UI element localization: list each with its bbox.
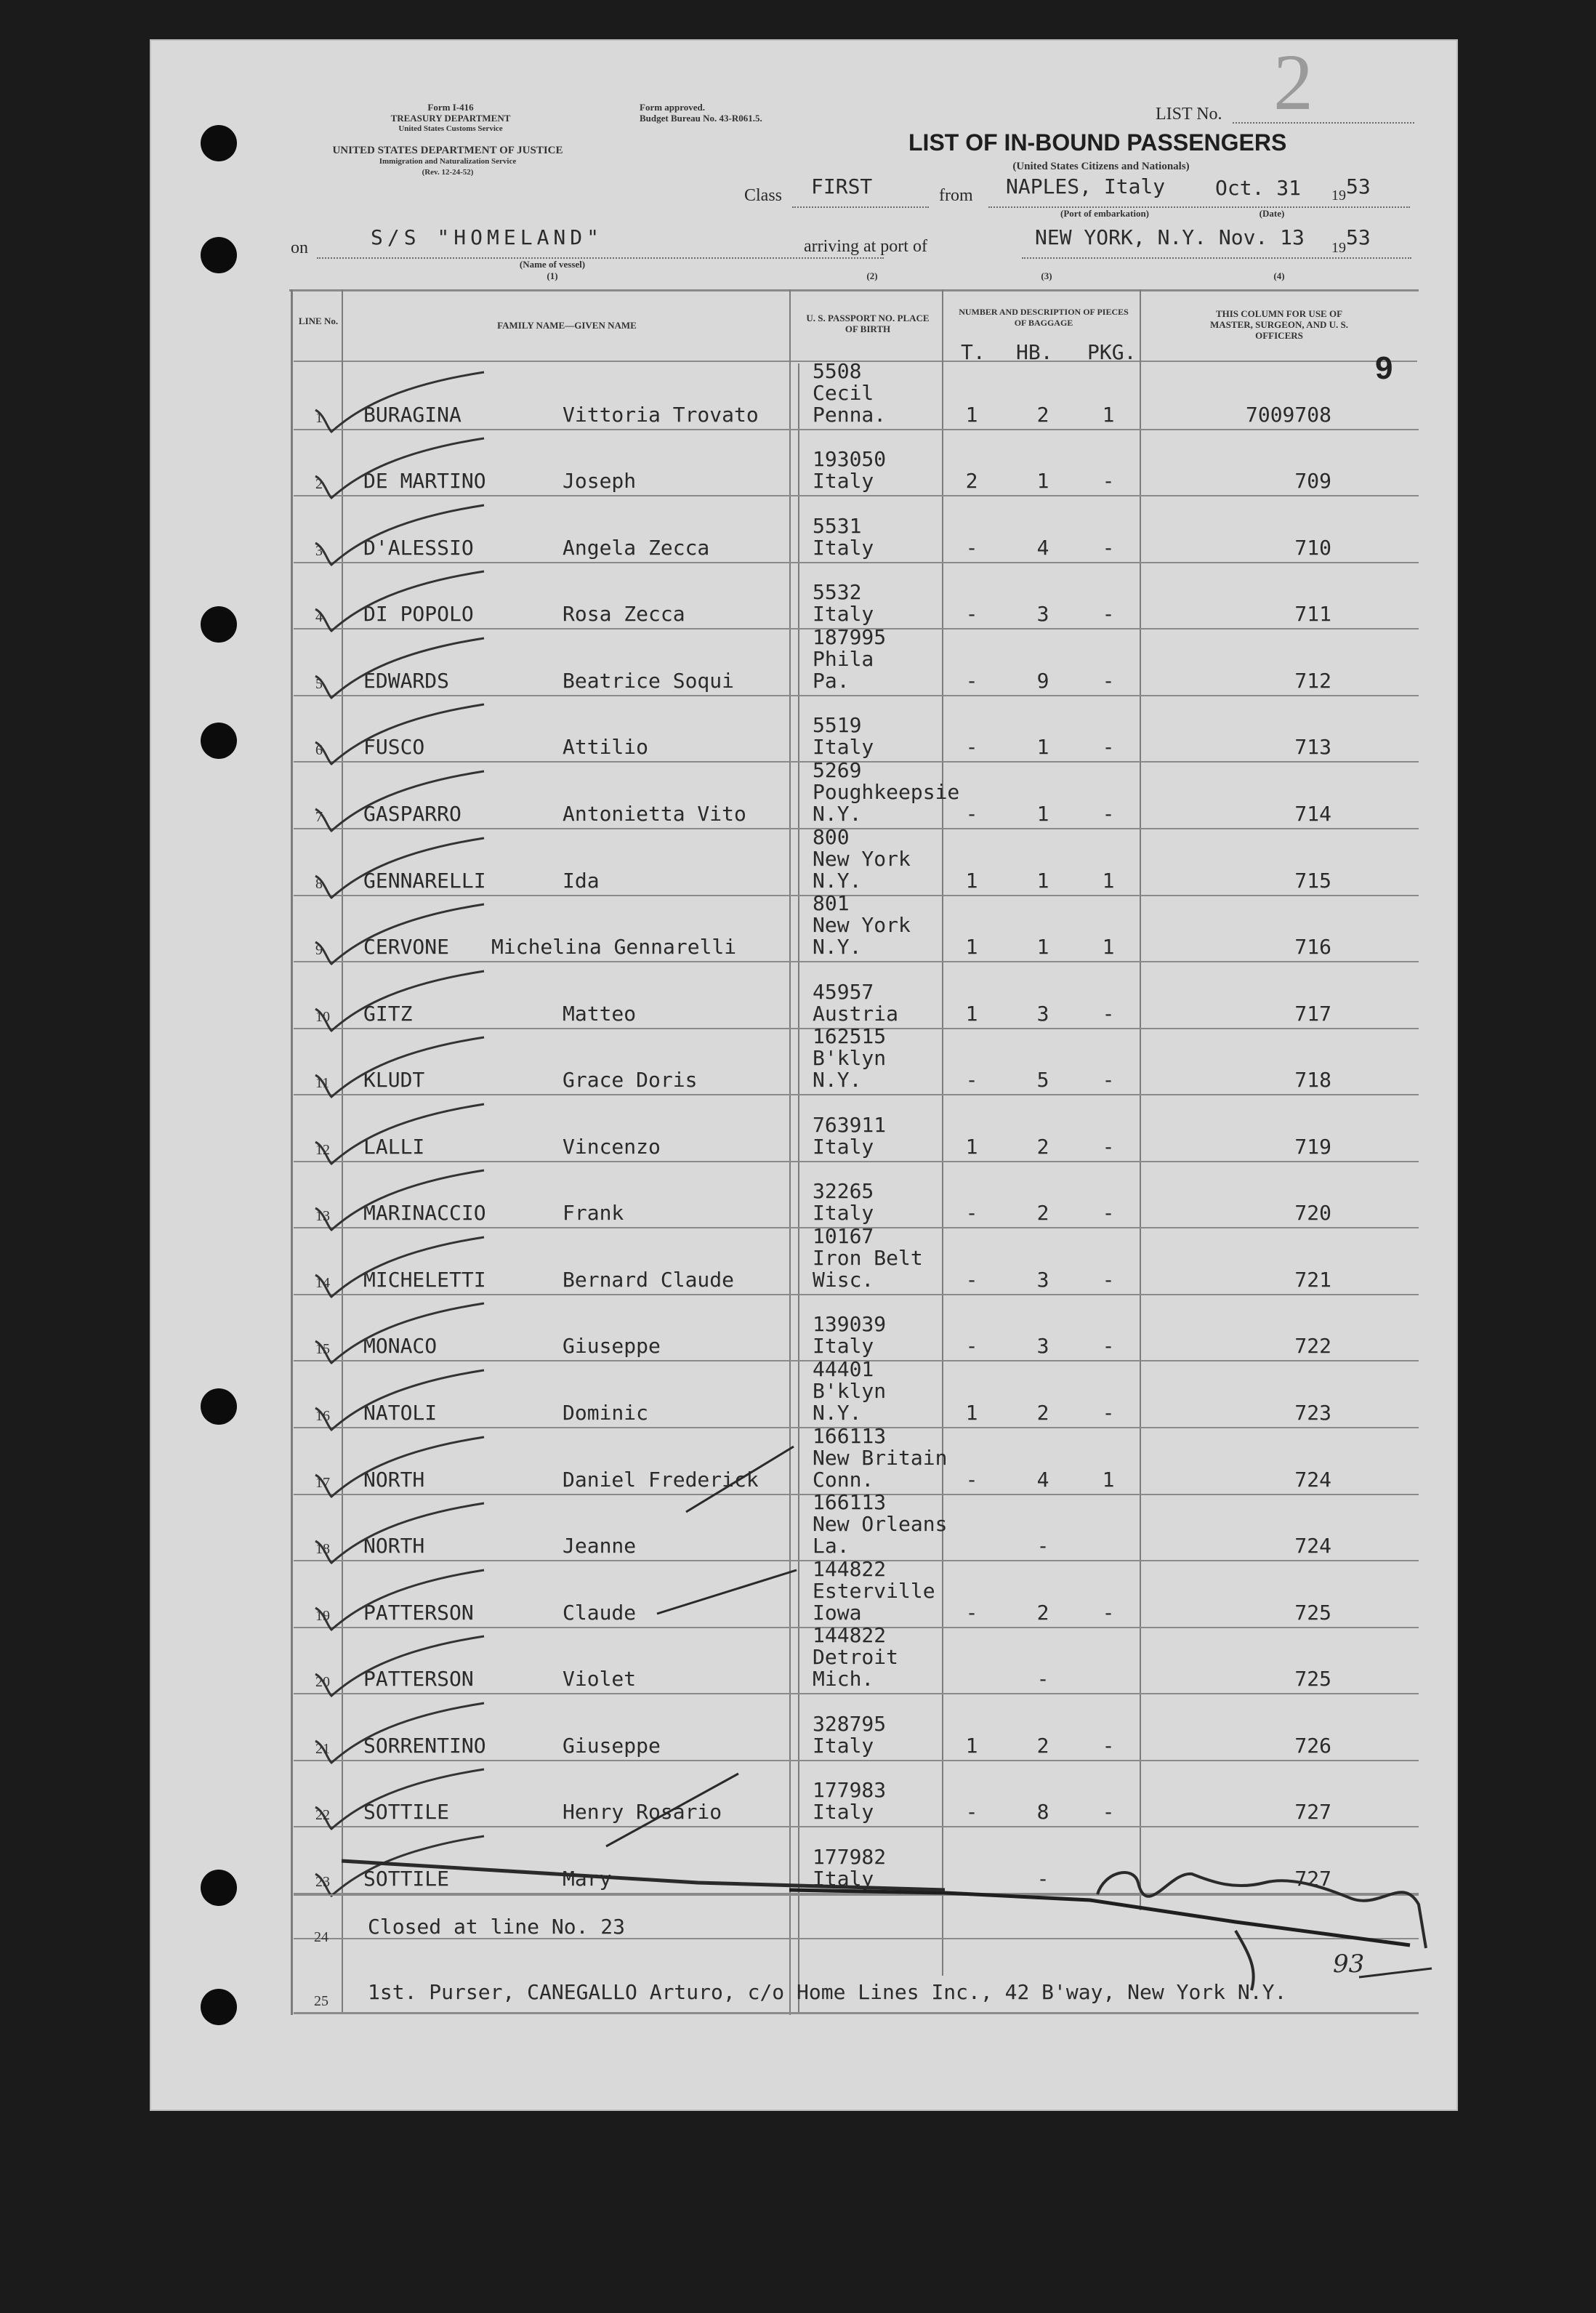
place-of-birth: New Orleans xyxy=(813,1512,948,1537)
baggage-packages: - xyxy=(1102,1134,1115,1159)
family-name: SORRENTINO xyxy=(363,1733,486,1758)
family-name: SOTTILE xyxy=(363,1867,450,1891)
passport-number: 144822 xyxy=(813,1556,887,1581)
baggage-handbags: 1 xyxy=(1036,801,1049,826)
officer-number: 725 xyxy=(1294,1600,1331,1625)
justice-dept: UNITED STATES DEPARTMENT OF JUSTICE xyxy=(332,145,563,156)
given-name: Daniel Frederick xyxy=(563,1467,759,1492)
baggage-handbags: 5 xyxy=(1036,1068,1049,1093)
given-name: Ida xyxy=(563,868,600,893)
passport-number: 800 xyxy=(813,824,850,849)
officer-number: 723 xyxy=(1294,1401,1331,1425)
place-of-birth: Italy xyxy=(813,535,874,560)
place-of-birth: Pa. xyxy=(813,668,850,693)
place-of-birth: N.Y. xyxy=(813,1068,862,1093)
passport-number: 5531 xyxy=(813,513,862,538)
baggage-packages: - xyxy=(1102,602,1115,627)
place-of-birth: Phila xyxy=(813,646,874,671)
baggage-trunks: 1 xyxy=(965,935,978,960)
baggage-trunks: 1 xyxy=(965,1733,978,1758)
baggage-trunk-header: T. xyxy=(961,340,986,364)
baggage-packages: - xyxy=(1102,735,1115,760)
passport-number: 44401 xyxy=(813,1357,874,1382)
baggage-handbags: 3 xyxy=(1036,1334,1049,1359)
officer-number: 716 xyxy=(1294,935,1331,960)
baggage-trunks: - xyxy=(965,668,978,693)
baggage-trunks: - xyxy=(965,1068,978,1093)
given-name: Michelina Gennarelli xyxy=(491,935,737,960)
given-name: Mary xyxy=(563,1867,612,1891)
passport-number: 801 xyxy=(813,891,850,916)
given-name: Rosa Zecca xyxy=(563,602,685,627)
officer-number: 722 xyxy=(1294,1334,1331,1359)
place-of-birth: N.Y. xyxy=(813,1401,862,1425)
given-name: Giuseppe xyxy=(563,1334,661,1359)
form-number: Form I-416 xyxy=(427,102,474,113)
family-name: CERVONE xyxy=(363,935,450,960)
customs-service: United States Customs Service xyxy=(398,124,503,133)
col-header-name: FAMILY NAME—GIVEN NAME xyxy=(497,320,637,331)
place-of-birth: New York xyxy=(813,913,911,938)
baggage-packages: - xyxy=(1102,1733,1115,1758)
baggage-packages: - xyxy=(1102,469,1115,494)
line-number: 21 xyxy=(315,1740,330,1757)
family-name: LALLI xyxy=(363,1134,425,1159)
baggage-trunks: - xyxy=(965,602,978,627)
family-name: EDWARDS xyxy=(363,668,450,693)
passport-number: 177982 xyxy=(813,1845,887,1869)
given-name: Dominic xyxy=(563,1401,649,1425)
officer-number: 713 xyxy=(1294,735,1331,760)
given-name: Violet xyxy=(563,1667,637,1691)
family-name: KLUDT xyxy=(363,1068,425,1093)
line-number: 11 xyxy=(315,1075,330,1092)
baggage-handbags: 8 xyxy=(1036,1800,1049,1825)
family-name: FUSCO xyxy=(363,735,425,760)
family-name: NORTH xyxy=(363,1534,425,1558)
place-of-birth: Italy xyxy=(813,1800,874,1825)
baggage-handbag-header: HB. xyxy=(1016,340,1053,364)
class-label: Class xyxy=(744,186,783,205)
family-name: PATTERSON xyxy=(363,1667,474,1691)
baggage-trunks: - xyxy=(965,1267,978,1292)
baggage-packages: - xyxy=(1102,1800,1115,1825)
line-number: 3 xyxy=(315,542,323,559)
baggage-trunks: - xyxy=(965,1467,978,1492)
given-name: Beatrice Soqui xyxy=(563,668,735,693)
family-name: MARINACCIO xyxy=(363,1201,486,1226)
line-number: 9 xyxy=(315,942,323,959)
vessel-name: S/S "HOMELAND" xyxy=(371,225,604,249)
baggage-handbags: 2 xyxy=(1036,1201,1049,1226)
officer-number: 715 xyxy=(1294,868,1331,893)
baggage-handbags: 3 xyxy=(1036,602,1049,627)
passport-number: 162515 xyxy=(813,1024,887,1049)
line-number: 10 xyxy=(315,1008,330,1025)
arriving-label: arriving at port of xyxy=(804,237,927,256)
baggage-packages: - xyxy=(1102,1334,1115,1359)
officer-number: 721 xyxy=(1294,1267,1331,1292)
embark-caption: (Port of embarkation) xyxy=(1060,208,1150,219)
given-name: Frank xyxy=(563,1201,624,1226)
baggage-packages: - xyxy=(1102,1001,1115,1026)
class-value: FIRST xyxy=(811,174,873,198)
line-number: 4 xyxy=(315,609,323,626)
given-name: Grace Doris xyxy=(563,1068,698,1093)
line-number: 6 xyxy=(315,742,323,759)
given-name: Angela Zecca xyxy=(563,535,710,560)
signature-mark: 93 xyxy=(1333,1950,1365,1979)
line-number: 8 xyxy=(315,875,323,892)
baggage-trunks: - xyxy=(965,1600,978,1625)
baggage-handbags: 2 xyxy=(1036,402,1049,427)
family-name: GASPARRO xyxy=(363,801,462,826)
passport-number: 5508 xyxy=(813,358,862,383)
purser-line: 1st. Purser, CANEGALLO Arturo, c/o Home Lines Inc., 42 B'way, New York N.Y. xyxy=(368,1980,1287,2004)
closing-strikeline xyxy=(342,1861,945,1890)
family-name: NATOLI xyxy=(363,1401,438,1425)
revision: (Rev. 12-24-52) xyxy=(422,168,474,177)
given-name: Vittoria Trovato xyxy=(563,402,759,427)
line-number: 22 xyxy=(315,1807,330,1824)
col-header-passport: U. S. PASSPORT NO. PLACE OF BIRTH xyxy=(806,313,930,334)
vessel-caption: (Name of vessel) xyxy=(519,259,586,270)
line-number: 16 xyxy=(315,1408,330,1425)
baggage-handbags: - xyxy=(1036,1534,1049,1558)
place-of-birth: N.Y. xyxy=(813,935,862,960)
given-name: Antonietta Vito xyxy=(563,801,746,826)
col-header-line: LINE No. xyxy=(298,315,339,326)
passport-number: 328795 xyxy=(813,1711,887,1736)
officer-number: 719 xyxy=(1294,1134,1331,1159)
officer-number: 717 xyxy=(1294,1001,1331,1026)
given-name: Bernard Claude xyxy=(563,1267,735,1292)
family-name: GENNARELLI xyxy=(363,868,486,893)
officer-number: 7009708 xyxy=(1245,402,1331,427)
arrival-port-date: NEW YORK, N.Y. Nov. 13 xyxy=(1035,225,1305,249)
officer-number: 710 xyxy=(1294,535,1331,560)
treasury-dept: TREASURY DEPARTMENT xyxy=(390,113,511,124)
place-of-birth: Wisc. xyxy=(813,1267,874,1292)
form-subtitle: (United States Citizens and Nationals) xyxy=(1012,161,1190,172)
place-of-birth: Italy xyxy=(813,602,874,627)
col-number-1: (1) xyxy=(547,270,558,281)
baggage-packages: - xyxy=(1102,1401,1115,1425)
baggage-trunks: 1 xyxy=(965,1001,978,1026)
baggage-packages: 1 xyxy=(1102,868,1115,893)
baggage-handbags: 2 xyxy=(1036,1600,1049,1625)
embark-port: NAPLES, Italy xyxy=(1006,174,1166,198)
family-name: SOTTILE xyxy=(363,1800,450,1825)
officer-number: 724 xyxy=(1294,1534,1331,1558)
baggage-handbags: 1 xyxy=(1036,868,1049,893)
page-mark: 9 xyxy=(1375,350,1393,386)
baggage-handbags: 3 xyxy=(1036,1001,1049,1026)
family-name: BURAGINA xyxy=(363,402,462,427)
officer-number: 718 xyxy=(1294,1068,1331,1093)
baggage-handbags: 2 xyxy=(1036,1134,1049,1159)
place-of-birth: Esterville xyxy=(813,1578,935,1603)
given-name: Vincenzo xyxy=(563,1134,661,1159)
given-name: Claude xyxy=(563,1600,637,1625)
arrival-year-prefix: 19 xyxy=(1331,240,1346,256)
given-name: Matteo xyxy=(563,1001,637,1026)
family-name: GITZ xyxy=(363,1001,413,1026)
year-prefix: 19 xyxy=(1331,188,1346,204)
baggage-handbags: - xyxy=(1036,1867,1049,1891)
baggage-trunks: 1 xyxy=(965,868,978,893)
baggage-handbags: 4 xyxy=(1036,1467,1049,1492)
place-of-birth: N.Y. xyxy=(813,868,862,893)
given-name: Jeanne xyxy=(563,1534,637,1558)
passport-number: 177983 xyxy=(813,1778,887,1803)
list-number: 2 xyxy=(1273,38,1313,126)
on-label: on xyxy=(291,238,308,257)
baggage-packages: - xyxy=(1102,535,1115,560)
col-number-4: (4) xyxy=(1273,270,1285,281)
family-name: MICHELETTI xyxy=(363,1267,486,1292)
baggage-packages: - xyxy=(1102,1267,1115,1292)
baggage-handbags: 1 xyxy=(1036,735,1049,760)
place-of-birth: Italy xyxy=(813,1733,874,1758)
family-name: DI POPOLO xyxy=(363,602,474,627)
line-number: 20 xyxy=(315,1674,330,1691)
baggage-packages: - xyxy=(1102,1600,1115,1625)
from-label: from xyxy=(939,186,973,205)
baggage-handbags: 9 xyxy=(1036,668,1049,693)
officer-number: 711 xyxy=(1294,602,1331,627)
baggage-handbags: 3 xyxy=(1036,1267,1049,1292)
baggage-packages: - xyxy=(1102,1201,1115,1226)
budget-bureau: Budget Bureau No. 43-R061.5. xyxy=(640,113,762,124)
baggage-trunks: - xyxy=(965,1201,978,1226)
line-no-25: 25 xyxy=(314,1993,329,2009)
baggage-handbags: 1 xyxy=(1036,935,1049,960)
line-number: 2 xyxy=(315,476,323,493)
officer-number: 727 xyxy=(1294,1800,1331,1825)
baggage-trunks: 1 xyxy=(965,402,978,427)
place-of-birth: B'klyn xyxy=(813,1379,887,1404)
officer-number: 720 xyxy=(1294,1201,1331,1226)
family-name: NORTH xyxy=(363,1467,425,1492)
place-of-birth: Italy xyxy=(813,1201,874,1226)
place-of-birth: Conn. xyxy=(813,1467,874,1492)
officer-number: 726 xyxy=(1294,1733,1331,1758)
place-of-birth: B'klyn xyxy=(813,1046,887,1071)
line-number: 1 xyxy=(315,409,323,426)
baggage-packages: 1 xyxy=(1102,1467,1115,1492)
line-number: 14 xyxy=(315,1274,330,1291)
place-of-birth: La. xyxy=(813,1534,850,1558)
baggage-trunks: - xyxy=(965,735,978,760)
place-of-birth: Italy xyxy=(813,735,874,760)
baggage-packages: 1 xyxy=(1102,935,1115,960)
passport-number: 166113 xyxy=(813,1423,887,1448)
baggage-packages: - xyxy=(1102,1068,1115,1093)
line-number: 12 xyxy=(315,1141,330,1158)
baggage-trunks: - xyxy=(965,535,978,560)
officer-number: 712 xyxy=(1294,668,1331,693)
family-name: DE MARTINO xyxy=(363,469,486,494)
col-number-2: (2) xyxy=(866,270,878,281)
baggage-handbags: - xyxy=(1036,1667,1049,1691)
given-name: Joseph xyxy=(563,469,637,494)
passport-number: 187995 xyxy=(813,624,887,649)
family-name: PATTERSON xyxy=(363,1600,474,1625)
place-of-birth: Poughkeepsie xyxy=(813,779,960,804)
place-of-birth: Italy xyxy=(813,1334,874,1359)
passport-number: 45957 xyxy=(813,979,874,1004)
line-number: 23 xyxy=(315,1874,330,1890)
passport-number: 139039 xyxy=(813,1312,887,1337)
baggage-trunks: 2 xyxy=(965,469,978,494)
given-name: Attilio xyxy=(563,735,649,760)
place-of-birth: Iron Belt xyxy=(813,1245,923,1270)
passport-number: 10167 xyxy=(813,1223,874,1248)
baggage-package-header: PKG. xyxy=(1087,340,1137,364)
place-of-birth: N.Y. xyxy=(813,801,862,826)
place-of-birth: Penna. xyxy=(813,402,887,427)
line-no-24: 24 xyxy=(314,1929,329,1945)
baggage-packages: - xyxy=(1102,668,1115,693)
baggage-trunks: 1 xyxy=(965,1134,978,1159)
baggage-packages: 1 xyxy=(1102,402,1115,427)
passport-number: 193050 xyxy=(813,447,887,472)
baggage-trunks: - xyxy=(965,1800,978,1825)
officer-number: 714 xyxy=(1294,801,1331,826)
list-no-label: LIST No. xyxy=(1156,105,1222,124)
date-caption: (Date) xyxy=(1259,208,1285,219)
col-number-3: (3) xyxy=(1041,270,1052,281)
baggage-packages: - xyxy=(1102,801,1115,826)
baggage-handbags: 2 xyxy=(1036,1733,1049,1758)
line-number: 19 xyxy=(315,1607,330,1624)
embark-year: 53 xyxy=(1346,174,1371,198)
line-number: 5 xyxy=(315,675,323,692)
closed-at-line: Closed at line No. 23 xyxy=(368,1915,626,1939)
place-of-birth: Italy xyxy=(813,1134,874,1159)
passport-number: 32265 xyxy=(813,1179,874,1204)
form-title: LIST OF IN-BOUND PASSENGERS xyxy=(908,129,1287,156)
embark-date: Oct. 31 xyxy=(1215,176,1302,200)
place-of-birth: Detroit xyxy=(813,1645,899,1670)
col-header-baggage: NUMBER AND DESCRIPTION OF PIECES OF BAGGAGE xyxy=(959,307,1129,328)
place-of-birth: Cecil xyxy=(813,380,874,405)
officer-number: 724 xyxy=(1294,1467,1331,1492)
arrival-year: 53 xyxy=(1346,225,1371,249)
baggage-handbags: 2 xyxy=(1036,1401,1049,1425)
baggage-handbags: 1 xyxy=(1036,469,1049,494)
place-of-birth: New York xyxy=(813,846,911,871)
passport-number: 5269 xyxy=(813,757,862,782)
ins-service: Immigration and Naturalization Service xyxy=(379,157,517,166)
officer-number: 725 xyxy=(1294,1667,1331,1691)
passport-number: 166113 xyxy=(813,1490,887,1515)
family-name: MONACO xyxy=(363,1334,438,1359)
place-of-birth: Austria xyxy=(813,1001,899,1026)
passport-number: 5519 xyxy=(813,713,862,738)
baggage-trunks: - xyxy=(965,1334,978,1359)
place-of-birth: Mich. xyxy=(813,1667,874,1691)
baggage-trunks: - xyxy=(965,801,978,826)
place-of-birth: Italy xyxy=(813,469,874,494)
place-of-birth: Italy xyxy=(813,1867,874,1891)
baggage-handbags: 4 xyxy=(1036,535,1049,560)
col-header-officers: THIS COLUMN FOR USE OF MASTER, SURGEON, AND U. S. OFFICERS xyxy=(1210,308,1348,341)
place-of-birth: Iowa xyxy=(813,1600,862,1625)
line-number: 18 xyxy=(315,1541,330,1558)
officer-number: 727 xyxy=(1294,1867,1331,1891)
family-name: D'ALESSIO xyxy=(363,535,474,560)
passport-number: 763911 xyxy=(813,1112,887,1137)
place-of-birth: New Britain xyxy=(813,1445,948,1470)
line-number: 17 xyxy=(315,1474,330,1491)
line-number: 13 xyxy=(315,1208,330,1225)
baggage-trunks: 1 xyxy=(965,1401,978,1425)
officer-number: 709 xyxy=(1294,469,1331,494)
given-name: Henry Rosario xyxy=(563,1800,722,1825)
given-name: Giuseppe xyxy=(563,1733,661,1758)
passport-number: 144822 xyxy=(813,1623,887,1648)
form-approved: Form approved. xyxy=(640,102,706,113)
line-number: 7 xyxy=(315,808,323,825)
passport-number: 5532 xyxy=(813,580,862,605)
line-number: 15 xyxy=(315,1341,330,1358)
